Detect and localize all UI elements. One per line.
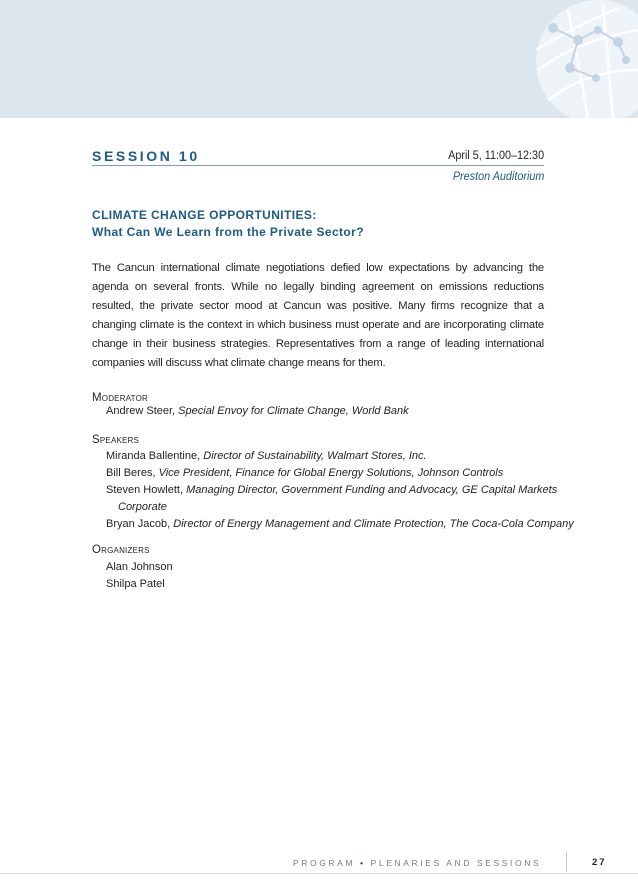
person-role-continued: Corporate bbox=[118, 501, 167, 513]
footer-section-label bbox=[293, 858, 541, 868]
list-item: Bryan Jacob, Director of Energy Management and Climate Protection, The Coca-Cola Company bbox=[106, 518, 574, 530]
list-item: Bill Beres, Vice President, Finance for Global Energy Solutions, Johnson Controls bbox=[106, 467, 504, 479]
footer-rule bbox=[0, 873, 638, 874]
session-header bbox=[92, 144, 544, 190]
list-item: Steven Howlett, Managing Director, Government Funding and Advocacy, GE Capital Markets bbox=[106, 484, 558, 496]
organizers-list bbox=[106, 559, 173, 593]
globe-network-icon bbox=[508, 0, 638, 118]
person-name: Miranda Ballentine bbox=[106, 450, 198, 462]
person-name: Andrew Steer bbox=[106, 405, 173, 417]
headline-line-1: CLIMATE CHANGE OPPORTUNITIES: bbox=[92, 208, 317, 222]
bullet-icon: • bbox=[360, 858, 366, 868]
moderator-heading: Moderator bbox=[92, 392, 148, 404]
footer-plenaries: PLENARIES AND SESSIONS bbox=[370, 858, 542, 868]
list-item: Miranda Ballentine, Director of Sustainability, Walmart Stores, Inc. bbox=[106, 450, 427, 462]
page-number: 27 bbox=[592, 857, 607, 868]
person-role: Director of Energy Management and Climate Protection, The Coca-Cola Company bbox=[173, 518, 574, 530]
person-name: Steven Howlett bbox=[106, 484, 180, 496]
person-role: Director of Sustainability, Walmart Stores, Inc. bbox=[203, 450, 427, 462]
organizers-heading: Organizers bbox=[92, 544, 150, 556]
session-date: April 5, 11:00–12:30 bbox=[448, 150, 544, 162]
speakers-heading: Speakers bbox=[92, 434, 140, 446]
person-name: Bryan Jacob bbox=[106, 518, 168, 530]
list-item-continuation bbox=[106, 499, 574, 516]
footer-program: PROGRAM bbox=[293, 858, 356, 868]
session-abstract bbox=[92, 259, 544, 373]
list-item bbox=[106, 576, 173, 593]
person-role: Special Envoy for Climate Change, World Bank bbox=[178, 405, 409, 417]
abstract-text: The Cancun international climate negotiations defied low expectations by advancing the agenda on several fronts. While no legally binding agreement on emissions reductions resulted, the private sector mood at Cancun was positive. Many firms recognize that a changing climate is the context in which business must operate and are incorporating climate change in their business strategies. Representatives from a range of leading international companies will discuss what climate change means for them. bbox=[92, 262, 544, 369]
speakers-list bbox=[106, 448, 574, 533]
footer-divider bbox=[566, 852, 567, 872]
session-room: Preston Auditorium bbox=[452, 171, 544, 183]
person-role: Vice President, Finance for Global Energy Solutions, Johnson Controls bbox=[158, 467, 504, 479]
person-name: Shilpa Patel bbox=[106, 578, 165, 590]
headline-line-2: What Can We Learn from the Private Sector? bbox=[92, 225, 364, 239]
moderator-list bbox=[106, 403, 409, 420]
person-name: Bill Beres bbox=[106, 467, 153, 479]
header-band bbox=[0, 0, 638, 118]
session-title: SESSION 10 bbox=[92, 148, 200, 164]
person-name: Alan Johnson bbox=[106, 561, 173, 573]
page-footer bbox=[0, 852, 638, 876]
list-item bbox=[106, 559, 173, 576]
list-item: Andrew Steer, Special Envoy for Climate Change, World Bank bbox=[106, 405, 409, 417]
session-headline bbox=[92, 207, 364, 241]
person-role: Managing Director, Government Funding and Advocacy, GE Capital Markets bbox=[186, 484, 558, 496]
session-divider bbox=[92, 165, 544, 166]
